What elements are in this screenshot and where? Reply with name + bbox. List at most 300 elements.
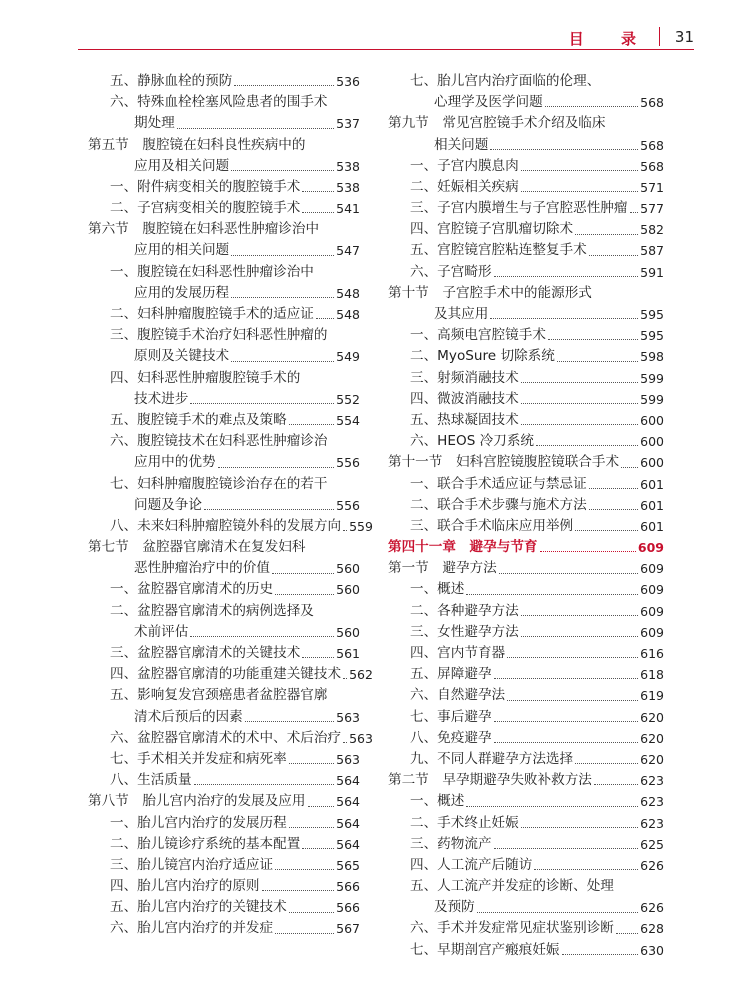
toc-entry [88,452,360,473]
toc-entry-title: 六、胎儿宫内治疗的并发症 [110,920,274,937]
toc-entry-page: 564 [336,773,360,789]
toc-leader-dots [343,530,347,531]
toc-entry-page: 601 [640,476,664,492]
toc-entry-page: 609 [640,561,664,577]
toc-leader-dots [575,763,638,764]
toc-entry [388,664,664,685]
toc-leader-dots [302,212,334,213]
toc-entry-page: 564 [336,836,360,852]
toc-entry-page: 582 [640,222,664,238]
toc-entry-page: 560 [336,561,360,577]
toc-leader-dots [275,869,334,870]
toc-entry-page: 567 [336,921,360,937]
toc-leader-dots [477,912,638,913]
header-page-number: 31 [674,28,694,46]
toc-leader-dots [204,509,334,510]
toc-entry-page: 566 [336,900,360,916]
toc-entry-page: 566 [336,879,360,895]
toc-leader-dots [494,742,639,743]
toc-entry-title: 六、子宫畸形 [410,263,492,280]
toc-entry [88,813,360,834]
toc-leader-dots [194,784,335,785]
toc-entry [88,283,360,304]
toc-leader-dots [289,424,334,425]
toc-entry-page: 552 [336,391,360,407]
toc-entry-page: 623 [640,815,664,831]
toc-leader-dots [302,657,334,658]
toc-leader-dots [521,615,638,616]
toc-entry [88,198,360,219]
toc-entry-page: 630 [640,942,664,958]
toc-entry [388,516,664,537]
toc-entry [88,580,360,601]
toc-leader-dots [589,509,638,510]
toc-entry-title: 及预防 [434,899,475,916]
toc-entry-title: 五、静脉血栓的预防 [110,72,233,89]
toc-entry [88,897,360,918]
toc-entry [388,855,664,876]
toc-entry [388,177,664,198]
toc-entry-title: 二、妊娠相关疾病 [410,178,519,195]
toc-entry-title: 第一节 避孕方法 [388,560,497,577]
toc-leader-dots [557,361,638,362]
toc-entry-title: 应用的发展历程 [134,284,230,301]
toc-entry [88,834,360,855]
toc-entry-page: 547 [336,243,360,259]
toc-leader-dots [521,403,638,404]
toc-entry-title: 五、屏障避孕 [410,666,492,683]
toc-entry-title: 七、妇科肿瘤腹腔镜诊治存在的若干 [110,475,328,492]
toc-entry-page: 565 [336,857,360,873]
toc-entry-page: 560 [336,624,360,640]
toc-entry-page: 568 [640,137,664,153]
toc-entry-title: 二、各种避孕方法 [410,602,519,619]
toc-entry-title: 一、附件病变相关的腹腔镜手术 [110,178,301,195]
toc-leader-dots [494,678,639,679]
toc-entry-title: 一、概述 [410,581,465,598]
toc-entry-title: 第五节 腹腔镜在妇科良性疾病中的 [88,136,306,153]
toc-leader-dots [507,700,638,701]
toc-entry-title: 第七节 盆腔器官廓清术在复发妇科 [88,539,306,556]
toc-leader-dots [343,742,347,743]
toc-entry [88,92,360,113]
toc-entry [88,346,360,367]
toc-leader-dots [521,382,638,383]
toc-leader-dots [562,954,639,955]
toc-entry-page: 600 [640,434,664,450]
toc-entry [388,389,664,410]
toc-entry-page: 559 [349,518,373,534]
toc-entry [388,262,664,283]
toc-entry-title: 一、胎儿宫内治疗的发展历程 [110,814,287,831]
toc-entry-page: 556 [336,497,360,513]
toc-entry-title: 六、自然避孕法 [410,687,506,704]
toc-entry-title: 六、腹腔镜技术在妇科恶性肿瘤诊治 [110,433,328,450]
toc-entry [88,431,360,452]
toc-entry-title: 四、盆腔器官廓清的功能重建关键技术 [110,666,342,683]
toc-entry [88,770,360,791]
toc-entry-title: 五、宫腔镜宫腔粘连整复手术 [410,242,587,259]
toc-entry-page: 599 [640,391,664,407]
toc-entry [388,707,664,728]
toc-entry-title: 第十一节 妇科宫腔镜腹腔镜联合手术 [388,454,620,471]
toc-entry-page: 623 [640,794,664,810]
toc-leader-dots [575,530,638,531]
toc-entry [388,876,664,897]
toc-section-entry [388,283,664,304]
toc-entry [88,368,360,389]
toc-entry [88,474,360,495]
toc-entry-page: 598 [640,349,664,365]
toc-leader-dots [589,255,638,256]
toc-entry-page: 577 [640,201,664,217]
toc-leader-dots [630,212,639,213]
toc-entry-title: 术前评估 [134,623,189,640]
toc-entry [88,389,360,410]
toc-leader-dots [521,191,638,192]
toc-leader-dots [534,869,638,870]
toc-leader-dots [507,657,638,658]
toc-entry-page: 600 [640,412,664,428]
toc-entry [388,92,664,113]
toc-entry-title: 一、高频电宫腔镜手术 [410,327,546,344]
toc-entry [88,304,360,325]
toc-entry-page: 628 [640,921,664,937]
toc-entry-title: 四、微波消融技术 [410,390,519,407]
toc-leader-dots [316,318,334,319]
toc-leader-dots [575,234,638,235]
toc-entry-title: 三、子宫内膜增生与子宫腔恶性肿瘤 [410,200,628,217]
toc-entry [88,919,360,940]
toc-entry-page: 568 [640,158,664,174]
toc-entry [388,940,664,961]
toc-entry-page: 536 [336,73,360,89]
header-divider [659,27,661,46]
toc-entry-title: 一、子宫内膜息肉 [410,157,519,174]
toc-leader-dots [521,424,638,425]
toc-entry-title: 五、影响复发宫颈癌患者盆腔器官廓 [110,687,328,704]
toc-entry-page: 561 [336,646,360,662]
toc-entry-page: 571 [640,179,664,195]
toc-entry [88,156,360,177]
toc-entry [88,707,360,728]
toc-entry [88,262,360,283]
toc-entry-title: 一、概述 [410,793,465,810]
toc-entry-page: 548 [336,307,360,323]
toc-entry-title: 原则及关键技术 [134,348,230,365]
toc-entry-page: 625 [640,836,664,852]
toc-entry-page: 626 [640,857,664,873]
toc-leader-dots [540,551,636,552]
toc-entry-title: 六、HEOS 冷刀系统 [410,433,535,450]
toc-entry-page: 601 [640,518,664,534]
toc-entry-title: 技术进步 [134,390,189,407]
toc-entry [388,834,664,855]
toc-entry [388,346,664,367]
toc-leader-dots [231,255,334,256]
toc-entry-page: 595 [640,307,664,323]
toc-entry-page: 619 [640,688,664,704]
toc-leader-dots [466,806,638,807]
header-rule [78,49,694,50]
toc-leader-dots [616,933,638,934]
toc-entry [88,664,373,685]
toc-entry-page: 560 [336,582,360,598]
toc-entry [388,219,664,240]
toc-entry [88,855,360,876]
toc-entry-title: 二、联合手术步骤与施术方法 [410,496,587,513]
toc-entry [88,113,360,134]
toc-entry-title: 三、女性避孕方法 [410,623,519,640]
toc-entry-title: 六、盆腔器官廓清术的术中、术后治疗 [110,729,342,746]
toc-entry [388,622,664,643]
toc-entry-title: 清术后预后的因素 [134,708,243,725]
toc-leader-dots [231,170,334,171]
toc-entry-title: 第十节 子宫腔手术中的能源形式 [388,284,592,301]
toc-entry-title: 五、人工流产并发症的诊断、处理 [410,878,614,895]
toc-leader-dots [594,784,638,785]
toc-leader-dots [589,488,638,489]
page-header [0,0,730,52]
toc-leader-dots [234,85,334,86]
toc-entry-page: 556 [336,455,360,471]
toc-leader-dots [231,361,334,362]
toc-entry [388,685,664,706]
toc-entry [388,368,664,389]
toc-entry-page: 554 [336,412,360,428]
toc-leader-dots [499,573,638,574]
toc-entry [88,516,373,537]
toc-leader-dots [494,721,639,722]
toc-entry-title: 应用及相关问题 [134,157,230,174]
toc-entry [88,495,360,516]
toc-entry-title: 一、联合手术适应证与禁忌证 [410,475,587,492]
toc-entry-title: 六、手术并发症常见症状鉴别诊断 [410,920,614,937]
toc-entry [88,325,360,346]
toc-entry-page: 563 [336,751,360,767]
toc-entry-page: 599 [640,370,664,386]
toc-leader-dots [536,445,638,446]
toc-entry [388,304,664,325]
header-title: 目 录 [568,30,652,48]
toc-entry [88,622,360,643]
toc-entry [388,71,664,92]
toc-entry-title: 问题及争论 [134,496,202,513]
toc-section-entry [388,113,664,134]
toc-entry-title: 二、子宫病变相关的腹腔镜手术 [110,200,301,217]
toc-leader-dots [190,636,334,637]
toc-leader-dots [272,573,334,574]
toc-entry [88,749,360,770]
toc-entry-title: 一、腹腔镜在妇科恶性肿瘤诊治中 [110,263,314,280]
toc-entry-title: 三、射频消融技术 [410,369,519,386]
toc-entry-page: 564 [336,815,360,831]
toc-entry-title: 六、特殊血栓栓塞风险患者的围手术 [110,94,328,111]
toc-entry-page: 626 [640,900,664,916]
toc-entry-page: 563 [349,730,373,746]
toc-entry [388,495,664,516]
toc-entry-page: 620 [640,751,664,767]
toc-entry-title: 七、胎儿宫内治疗面临的伦理、 [410,72,601,89]
toc-leader-dots [275,933,334,934]
toc-entry-title: 第六节 腹腔镜在妇科恶性肿瘤诊治中 [88,221,320,238]
toc-entry-title: 七、早期剖宫产瘢痕妊娠 [410,941,560,958]
toc-entry [88,177,360,198]
toc-entry-title: 第九节 常见宫腔镜手术介绍及临床 [388,115,606,132]
toc-section-entry [388,452,664,473]
toc-entry-page: 587 [640,243,664,259]
toc-entry-page: 562 [349,667,373,683]
toc-leader-dots [494,276,639,277]
toc-entry-page: 601 [640,497,664,513]
toc-entry-page: 548 [336,285,360,301]
toc-chapter-entry [388,537,664,558]
toc-entry-title: 八、生活质量 [110,772,192,789]
toc-entry-page: 595 [640,328,664,344]
toc-leader-dots [308,806,335,807]
toc-entry [388,431,664,452]
toc-leader-dots [521,636,638,637]
toc-entry-title: 第八节 胎儿宫内治疗的发展及应用 [88,793,306,810]
toc-entry-title: 恶性肿瘤治疗中的价值 [134,560,270,577]
toc-entry-title: 二、妇科肿瘤腹腔镜手术的适应证 [110,306,314,323]
toc-entry-title: 七、事后避孕 [410,708,492,725]
toc-entry [388,156,664,177]
toc-leader-dots [289,912,334,913]
toc-entry [88,876,360,897]
toc-entry [388,580,664,601]
toc-leader-dots [466,594,638,595]
toc-section-entry [388,770,664,791]
toc-entry-page: 564 [336,794,360,810]
toc-entry [388,897,664,918]
toc-entry-title: 五、腹腔镜手术的难点及策略 [110,411,287,428]
toc-section-entry [88,537,360,558]
toc-entry [388,728,664,749]
toc-right-column [388,71,664,961]
toc-entry [388,813,664,834]
toc-entry-title: 九、不同人群避孕方法选择 [410,750,574,767]
toc-entry-title: 二、MyoSure 切除系统 [410,348,555,365]
toc-entry-title: 四、妇科恶性肿瘤腹腔镜手术的 [110,369,301,386]
toc-entry-title: 三、腹腔镜手术治疗妇科恶性肿瘤的 [110,327,328,344]
toc-leader-dots [289,763,334,764]
toc-entry-page: 563 [336,709,360,725]
toc-entry-title: 三、盆腔器官廓清术的关键技术 [110,645,301,662]
toc-leader-dots [262,890,335,891]
toc-leader-dots [275,594,334,595]
toc-entry-page: 616 [640,646,664,662]
toc-leader-dots [343,678,347,679]
toc-entry-title: 八、未来妇科肿瘤腔镜外科的发展方向 [110,517,342,534]
toc-entry [88,71,360,92]
toc-leader-dots [231,297,334,298]
toc-entry-title: 五、热球凝固技术 [410,411,519,428]
toc-section-entry [388,558,664,579]
toc-entry-page: 537 [336,116,360,132]
toc-entry-page: 609 [640,582,664,598]
toc-left-column [88,71,373,940]
toc-entry-title: 五、胎儿宫内治疗的关键技术 [110,899,287,916]
toc-entry-page: 620 [640,730,664,746]
toc-entry-title: 四、宫腔镜子宫肌瘤切除术 [410,221,574,238]
toc-entry-title: 应用的相关问题 [134,242,230,259]
toc-entry-title: 八、免疫避孕 [410,729,492,746]
toc-entry [88,643,360,664]
toc-entry [388,919,664,940]
toc-entry-title: 心理学及医学问题 [434,94,543,111]
toc-entry-page: 538 [336,158,360,174]
toc-entry-title: 及其应用 [434,306,489,323]
toc-entry [388,601,664,622]
toc-section-entry [88,135,360,156]
toc-leader-dots [218,467,335,468]
toc-leader-dots [521,827,638,828]
toc-entry-title: 期处理 [134,115,175,132]
toc-leader-dots [245,721,334,722]
toc-leader-dots [545,106,638,107]
toc-entry-title: 二、胎儿镜诊疗系统的基本配置 [110,835,301,852]
toc-entry [388,135,664,156]
toc-entry [388,325,664,346]
toc-entry [388,643,664,664]
toc-leader-dots [490,318,638,319]
toc-entry-title: 四、人工流产后随访 [410,856,533,873]
toc-leader-dots [302,191,334,192]
toc-entry-page: 609 [640,603,664,619]
toc-leader-dots [190,403,334,404]
toc-leader-dots [621,467,638,468]
toc-entry-title: 四、胎儿宫内治疗的原则 [110,878,260,895]
toc-entry-title: 一、盆腔器官廓清术的历史 [110,581,274,598]
toc-section-entry [88,791,360,812]
toc-entry [88,601,360,622]
toc-entry-title: 第二节 早孕期避孕失败补救方法 [388,772,592,789]
toc-entry [388,198,664,219]
toc-entry [388,410,664,431]
toc-leader-dots [548,339,638,340]
toc-entry [388,791,664,812]
toc-entry-title: 七、手术相关并发症和病死率 [110,750,287,767]
toc-entry-title: 四、宫内节育器 [410,645,506,662]
toc-entry [388,241,664,262]
toc-entry-page: 620 [640,709,664,725]
toc-leader-dots [490,149,638,150]
toc-entry-page: 538 [336,179,360,195]
toc-entry [88,241,360,262]
toc-entry-page: 549 [336,349,360,365]
toc-entry-page: 609 [640,624,664,640]
toc-entry-title: 第四十一章 避孕与节育 [388,539,538,556]
toc-entry-title: 应用中的优势 [134,454,216,471]
toc-leader-dots [521,170,638,171]
toc-leader-dots [289,827,334,828]
toc-entry [88,685,360,706]
toc-entry-page: 541 [336,201,360,217]
toc-entry-page: 600 [640,455,664,471]
toc-entry-title: 相关问题 [434,136,489,153]
toc-entry-page: 609 [637,540,664,556]
toc-entry-title: 三、药物流产 [410,835,492,852]
toc-leader-dots [494,848,639,849]
toc-entry [88,728,373,749]
toc-entry-title: 二、手术终止妊娠 [410,814,519,831]
toc-section-entry [88,219,360,240]
toc-leader-dots [177,128,334,129]
toc-entry-page: 568 [640,95,664,111]
toc-entry-page: 623 [640,773,664,789]
toc-entry [388,749,664,770]
